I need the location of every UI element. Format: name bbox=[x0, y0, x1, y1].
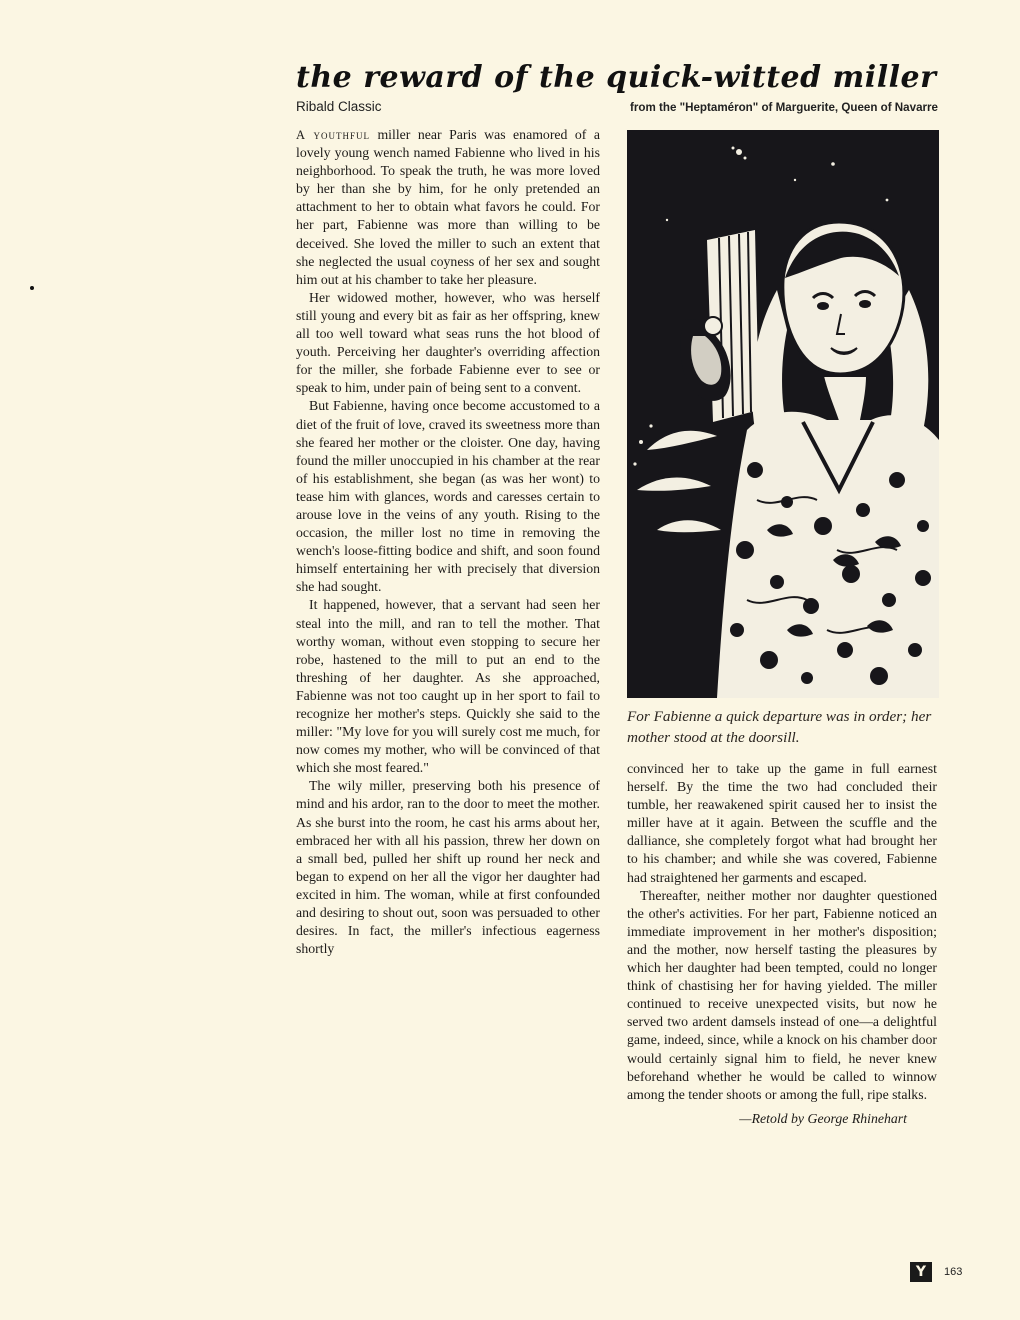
story-paragraph bbox=[296, 126, 600, 289]
story-paragraph: It happened, however, that a servant had seen her steal into the mill, and ran to tell the mother. That worthy woman, without even stopping to secure her robe, hastened to the mill to put an end to the threshing of her daughter. As she approached, Fabienne was not too caught up in her sport to fail to recognize her mother's steps. Quickly she said to the miller: "My love for you will surely cost me much, for now comes my mother, who will be convinced of that which she most feared." bbox=[296, 597, 600, 776]
story-column-right bbox=[627, 760, 937, 1128]
story-paragraph: convinced her to take up the game in full earnest herself. By the time the two had concluded their tumble, her reawakened spirit caused her to insist the miller have at it again. Between the scuffle and the dalliance, she completely forgot what had brought her to his chamber; and while she was covered, Fabienne had straightened her garments and escaped. bbox=[627, 761, 937, 885]
story-paragraph: Thereafter, neither mother nor daughter questioned the other's activities. For her part, Fabienne noticed an immediate improvement in her mother's disposition; and the mother, now herself tasting the pleasures by which her daughter had been tempted, could no longer think of chastising her for having yielded. The miller continued to receive unexpected visits, but now he served two ardent damsels instead of one—a delightful game, indeed, since, while a knock on his chamber door would certainly signal him to field, he never knew beforehand whether he would be called to winnow among the tender shoots or among the full, ripe stalks. bbox=[627, 887, 937, 1102]
margin-mark bbox=[30, 286, 34, 290]
section-kicker: Ribald Classic bbox=[296, 99, 382, 114]
illustration-caption: For Fabienne a quick departure was in order; her mother stood at the doorsill. bbox=[627, 708, 932, 746]
story-title: the reward of the quick-witted miller bbox=[296, 60, 937, 95]
story-source: from the "Heptaméron" of Marguerite, Queen of Navarre bbox=[630, 101, 938, 114]
page-number: 163 bbox=[944, 1266, 963, 1278]
story-illustration bbox=[627, 130, 939, 698]
story-paragraph: The wily miller, preserving both his presence of mind and his ardor, ran to the door to meet the mother. As she burst into the room, he cast his arms about her, embraced her with all his passion, threw her down on a small bed, pulled her shift up round her neck and began to expend on her all the vigor her daughter had excited in him. The woman, while at first confounded and desiring to shout out, soon was persuaded to other desires. In fact, the miller's infectious eagerness shortly bbox=[296, 778, 600, 957]
paragraph-text: miller near Paris was enamored of a lovely young wench named Fabienne who lived in his neighborhood. To speak the truth, he was more loved by her than she by him, for he only pretended an attachment to her to obtain what favors he could. For her part, Fabienne was more than willing to be deceived. She loved the miller to such an extent that she neglected the usual coyness of her sex and sought him out at his chamber to take her pleasure. bbox=[296, 127, 600, 287]
story-paragraph: Her widowed mother, however, who was herself still young and every bit as fair as her offspring, knew all too well toward what seas runs the hot blood of youth. Perceiving her daughter's overriding affection for the miller, she forbade Fabienne ever to see or speak to him, under pain of being sent to a convent. bbox=[296, 289, 600, 396]
story-paragraph: But Fabienne, having once become accustomed to a diet of the fruit of love, craved its sweetness more than she feared her mother or the cloister. One day, having found the miller unoccupied in his chamber at the rear of his establishment, she began (as was her wont) to tease him with glances, words and caresses certain to arouse love in the veins of any youth. Rising to the occasion, the miller lost no time in removing the wench's loose-fitting bodice and shift, and soon found himself entertaining her with precisely that diversion she had sought. bbox=[296, 398, 600, 595]
woodcut-illustration bbox=[627, 130, 939, 698]
author-credit: —Retold by George Rhinehart bbox=[739, 1110, 907, 1126]
lead-small-caps: A youthful bbox=[296, 128, 370, 142]
bunny-logo-icon: Y bbox=[910, 1262, 932, 1282]
story-column-left bbox=[296, 126, 600, 958]
